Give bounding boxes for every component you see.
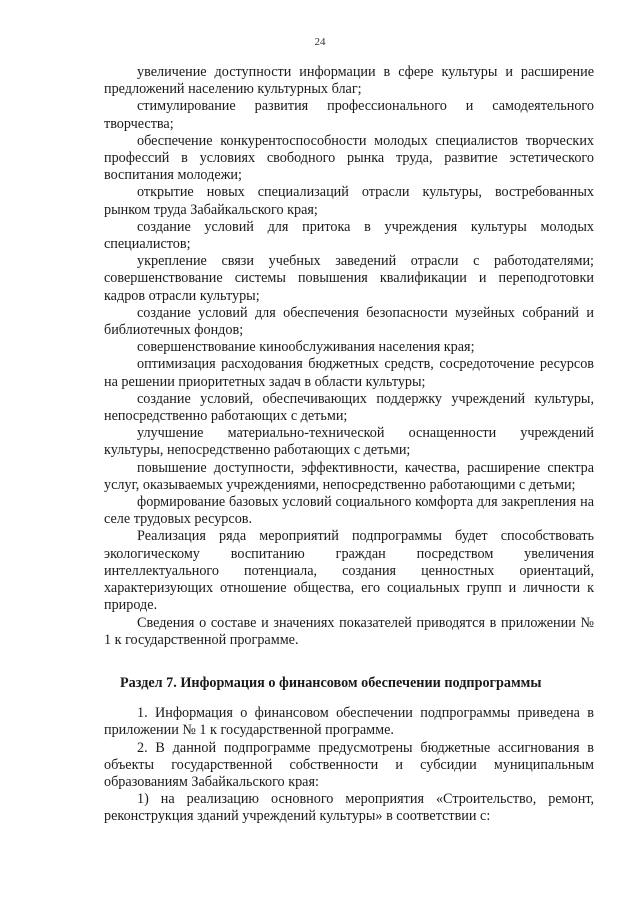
document-body [104, 64, 594, 826]
paragraph: улучшение материально-технической оснащенности учреждений культуры, непосредственно работающих с детьми; [104, 425, 594, 459]
paragraph: 1) на реализацию основного мероприятия «Строительство, ремонт, реконструкция зданий учреждений культуры» в соответствии с: [104, 791, 594, 825]
section-title: Раздел 7. Информация о финансовом обеспечении подпрограммы [120, 674, 542, 691]
paragraph: оптимизация расходования бюджетных средств, сосредоточение ресурсов на решении приоритетных задач в области культуры; [104, 356, 594, 390]
page-number: 24 [314, 36, 326, 48]
paragraph: 2. В данной подпрограмме предусмотрены бюджетные ассигнования в объекты государственной собственности и субсидии муниципальным образованиям Забайкальского края: [104, 739, 594, 790]
paragraph: формирование базовых условий социального комфорта для закрепления на селе трудовых ресурсов. [104, 494, 594, 528]
paragraph: создание условий для обеспечения безопасности музейных собраний и библиотечных фондов; [104, 304, 594, 339]
paragraph: открытие новых специализаций отрасли культуры, востребованных рынком труда Забайкальского края; [104, 184, 594, 218]
paragraph: создание условий для притока в учреждения культуры молодых специалистов; [104, 218, 594, 253]
paragraph: укрепление связи учебных заведений отрасли с работодателями; совершенствование системы повышения квалификации и переподготовки кадров отрасли культуры; [104, 253, 594, 304]
paragraph: Реализация ряда мероприятий подпрограммы будет способствовать экологическому воспитанию граждан посредством увеличения интеллектуального потенциала, создания ценностных ориентаций, характеризующих отношение общества, его социальных групп и личности к природе. [104, 528, 594, 614]
paragraph: создание условий, обеспечивающих поддержку учреждений культуры, непосредственно работающих с детьми; [104, 390, 594, 425]
paragraph: обеспечение конкурентоспособности молодых специалистов творческих профессий в условиях свободного рынка труда, развитие эстетического воспитания молодежи; [104, 132, 594, 184]
paragraph: Сведения о составе и значениях показателей приводятся в приложении № 1 к государственной программе. [104, 614, 594, 648]
paragraph: повышение доступности, эффективности, качества, расширение спектра услуг, оказываемых учреждениями, непосредственно работающими с детьми; [104, 459, 594, 493]
paragraph: стимулирование развития профессионального и самодеятельного творчества; [104, 98, 594, 132]
paragraph: 1. Информация о финансовом обеспечении подпрограммы приведена в приложении № 1 к государственной программе. [104, 705, 594, 739]
paragraph: увеличение доступности информации в сфере культуры и расширение предложений населению культурных благ; [104, 64, 594, 98]
paragraph: совершенствование кинообслуживания населения края; [137, 339, 475, 356]
